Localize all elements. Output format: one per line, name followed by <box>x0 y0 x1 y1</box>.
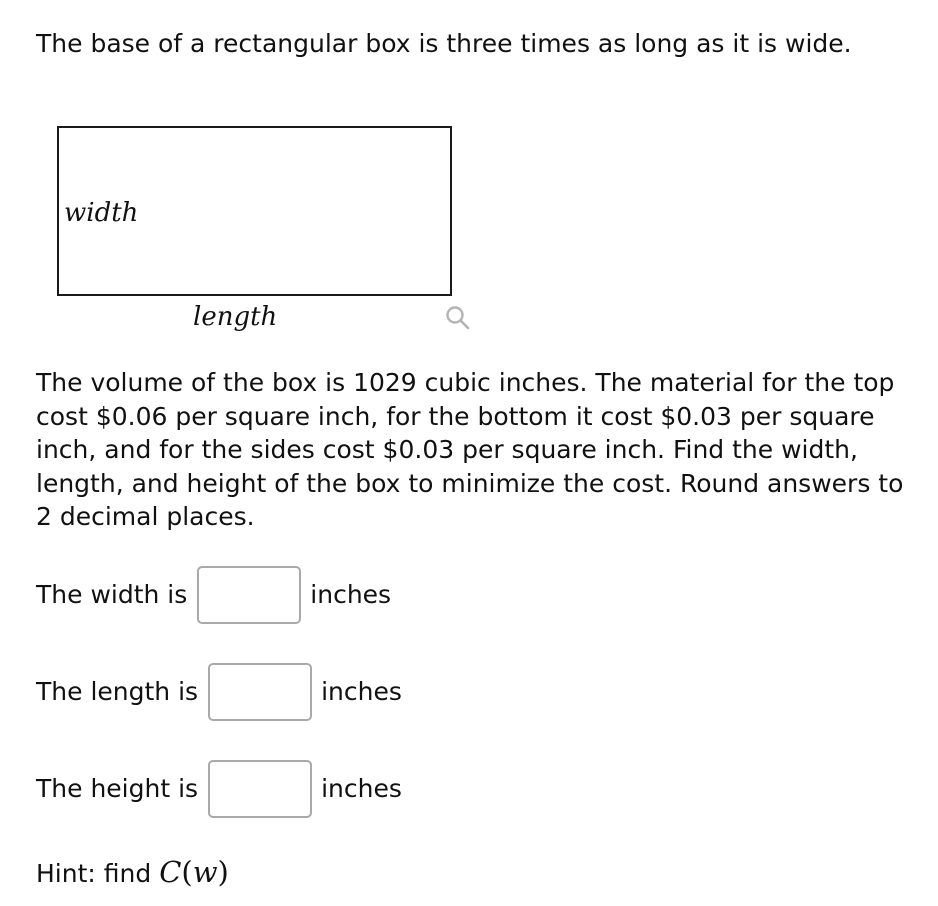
hint-formula <box>159 855 229 889</box>
height-answer-row <box>36 760 402 818</box>
hint-open-paren: ( <box>181 855 193 889</box>
length-answer-row <box>36 663 402 721</box>
hint-close-paren: ) <box>217 855 229 889</box>
height-input[interactable] <box>208 760 312 818</box>
width-label: width <box>64 198 139 228</box>
height-unit: inches <box>321 774 402 803</box>
length-label: length <box>193 302 278 332</box>
hint-variable: w <box>192 855 218 889</box>
length-answer-label: The length is <box>36 677 199 706</box>
width-answer-label: The width is <box>36 580 188 609</box>
length-unit: inches <box>321 677 402 706</box>
hint-prefix: Hint: find <box>36 859 152 888</box>
length-input[interactable] <box>208 663 312 721</box>
problem-statement: The volume of the box is 1029 cubic inches. The material for the top cost $0.06 per square inch, for the bottom it cost $0.03 per square inch, and for the sides cost $0.03 per square inch. Find the width, length, and height of the box to minimize the cost. Round answers to 2 decimal places. <box>36 368 904 531</box>
hint-function-name: C <box>159 855 182 889</box>
hint <box>36 852 229 894</box>
problem-intro: The base of a rectangular box is three times as long as it is wide. <box>36 29 852 58</box>
width-unit: inches <box>310 580 392 609</box>
box-diagram <box>57 126 477 338</box>
width-answer-row <box>36 566 391 624</box>
magnifier-icon[interactable] <box>443 304 471 332</box>
height-answer-label: The height is <box>36 774 199 803</box>
width-input[interactable] <box>197 566 301 624</box>
